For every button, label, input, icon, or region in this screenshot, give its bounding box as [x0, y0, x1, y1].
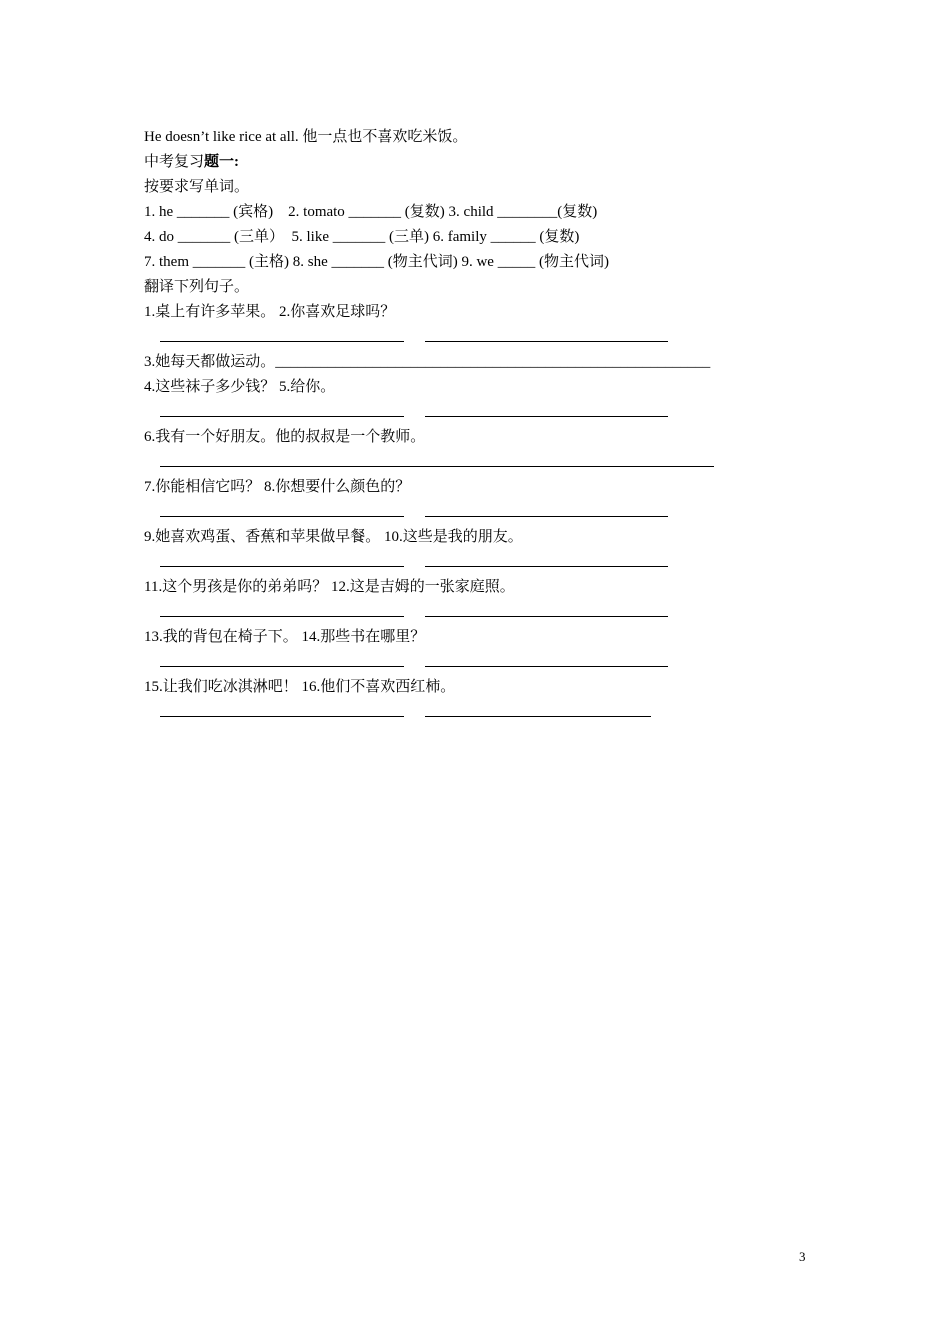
question-4-5: 4.这些袜子多少钱？ 5.给你。 — [144, 379, 336, 395]
answer-line[interactable] — [425, 341, 668, 342]
question-3: 3.她每天都做运动。__________________________________________________________ — [144, 354, 711, 370]
section-heading-words: 按要求写单词。 — [144, 179, 250, 195]
answer-line[interactable] — [160, 466, 714, 467]
example-sentence: He doesn’t like rice at all. 他一点也不喜欢吃米饭。 — [144, 129, 468, 145]
answer-line[interactable] — [160, 416, 404, 417]
answer-line[interactable] — [425, 666, 668, 667]
review-title-prefix: 中考复习 — [144, 154, 205, 170]
question-15-16: 15.让我们吃冰淇淋吧！ 16.他们不喜欢西红柿。 — [144, 679, 456, 695]
question-1-2: 1.桌上有许多苹果。 2.你喜欢足球吗？ — [144, 304, 396, 320]
answer-line[interactable] — [160, 716, 404, 717]
review-title-bold: 题一: — [204, 154, 240, 170]
section-heading-translate: 翻译下列句子。 — [144, 279, 250, 295]
word-exercise-row-3: 7. them _______ (主格) 8. she _______ (物主代词) 9. we _____ (物主代词) — [144, 254, 609, 270]
answer-line[interactable] — [425, 566, 668, 567]
question-13-14: 13.我的背包在椅子下。 14.那些书在哪里？ — [144, 629, 426, 645]
page-number: 3 — [799, 1249, 806, 1264]
question-7-8: 7.你能相信它吗？ 8.你想要什么颜色的？ — [144, 479, 411, 495]
answer-line[interactable] — [425, 616, 668, 617]
answer-line[interactable] — [160, 616, 404, 617]
word-exercise-row-2: 4. do _______ (三单） 5. like _______ (三单) 6. family ______ (复数) — [144, 229, 580, 245]
answer-line[interactable] — [425, 516, 668, 517]
answer-line[interactable] — [160, 516, 404, 517]
answer-line[interactable] — [160, 566, 404, 567]
question-6: 6.我有一个好朋友。他的叔叔是一个教师。 — [144, 429, 426, 445]
answer-line[interactable] — [425, 716, 651, 717]
answer-line[interactable] — [160, 341, 404, 342]
question-9-10: 9.她喜欢鸡蛋、香蕉和苹果做早餐。 10.这些是我的朋友。 — [144, 529, 523, 545]
review-title — [144, 153, 239, 171]
answer-line[interactable] — [160, 666, 404, 667]
word-exercise-row-1: 1. he _______ (宾格) 2. tomato _______ (复数) 3. child ________(复数) — [144, 204, 598, 220]
answer-line[interactable] — [425, 416, 668, 417]
question-11-12: 11.这个男孩是你的弟弟吗？ 12.这是吉姆的一张家庭照。 — [144, 579, 515, 595]
